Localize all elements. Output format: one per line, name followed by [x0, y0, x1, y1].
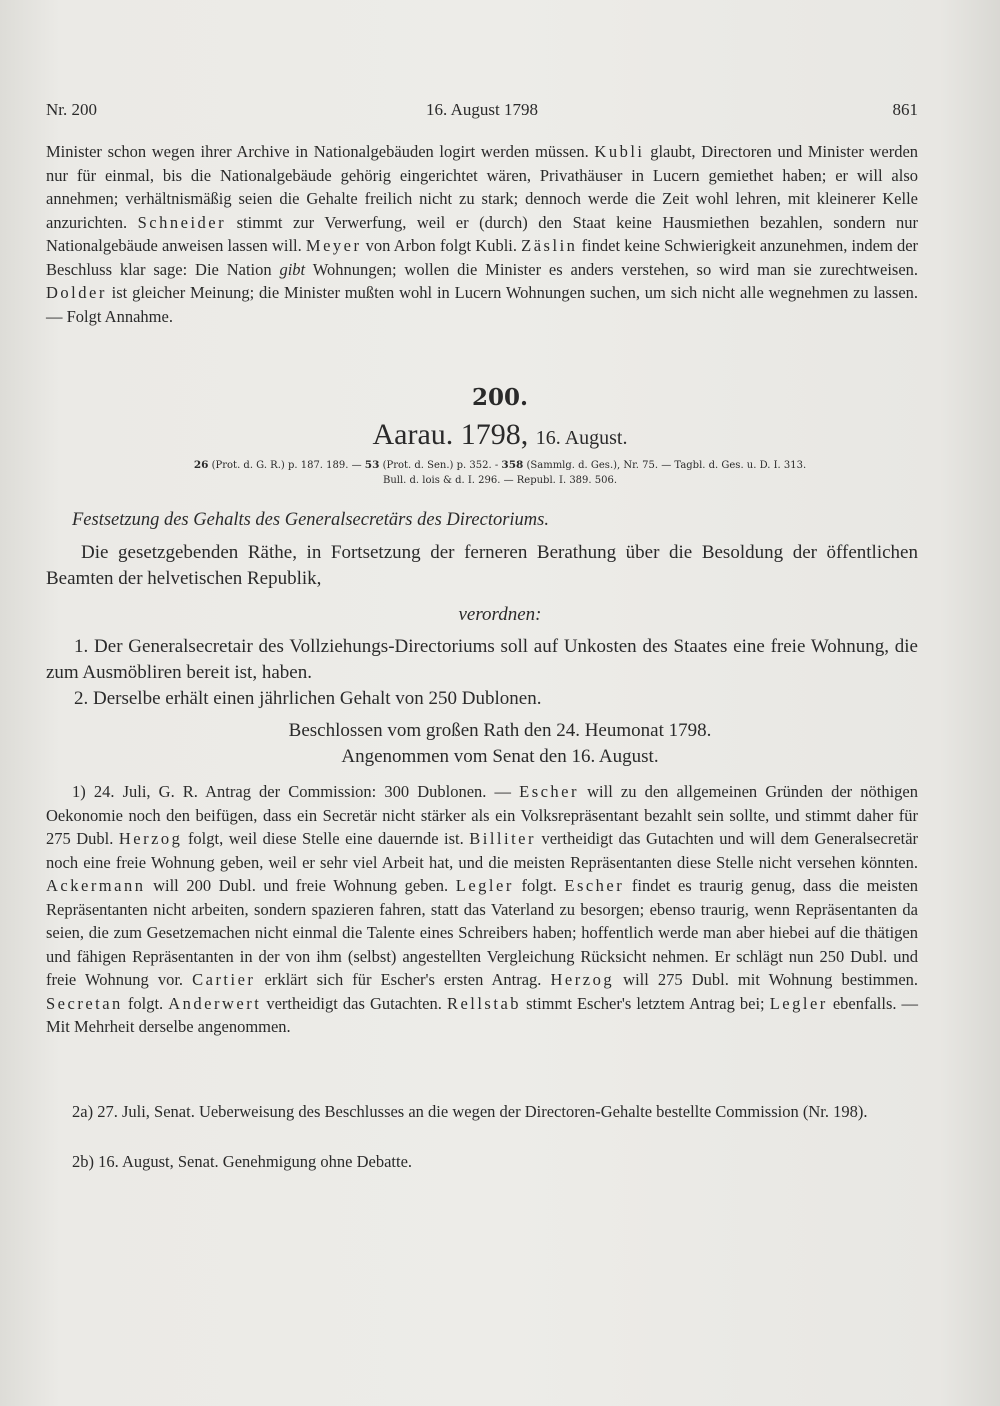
entry-number: Nr. 200	[46, 100, 97, 119]
text-run: findet es traurig genug, dass die meisten Repräsentanten nicht arbeiten, sondern spazieren fahren, statt das Vaterland zu besorgen; ebenso traurig, wenn Repräsentanten da seien, die zum Gesetzemachen nicht einmal die Talente eines Schreibers haben; hoffentlich werde man aber hiebei auf die thätigen und fähigen Repräsentanten in der von ihm (selbst) angestellten Vergleichung Rücksicht nehmen. Er schlägt nun 250 Dubl. und freie Wohnung vor.	[46, 876, 919, 989]
place: Aarau.	[372, 418, 454, 451]
source-ref-number: 358	[501, 459, 524, 471]
speaker-name: Rellstab	[446, 993, 522, 1013]
speaker-name: Legler	[455, 876, 514, 895]
speaker-name: Cartier	[192, 970, 256, 989]
text-run: ist gleicher Meinung; die Minister mußten wohl in Lucern Wohnungen suchen, um sich nicht alle wegnehmen zu lassen. — Folgt Annahme.	[46, 283, 919, 326]
text-run: erklärt sich für Escher's ersten Antrag.	[264, 970, 542, 989]
document-number: 200.	[471, 384, 529, 411]
text-run: findet keine Schwierigkeit anzunehmen, indem der Beschluss klar sage: Die Nation	[46, 236, 919, 279]
speaker-name: Herzog	[118, 829, 183, 848]
sources-line-2: Bull. d. lois & d. I. 296. — Republ. I. 389. 506.	[382, 475, 618, 486]
speaker-name: Zäslin	[521, 236, 578, 255]
text-run: stimmt Escher's letztem Antrag bei;	[526, 993, 765, 1013]
text-run: vertheidigt das Gutachten und will dem Generalsecretär noch eine freie Wohnung geben, weil er sehr viel Arbeit hat, und die meisten Repräsentanten diese Stelle nicht versehen könnten.	[46, 829, 919, 872]
text-run: Wohnungen; wollen die Minister es anders verstehen, so wird man sie zurechtweisen.	[312, 259, 919, 279]
passed-great-council: Beschlossen vom großen Rath den 24. Heumonat 1798.	[288, 720, 712, 741]
speaker-name: Billiter	[469, 829, 536, 848]
source-ref-text: (Sammlg. d. Ges.), Nr. 75. — Tagbl. d. Ges. u. D. I. 313.	[523, 460, 807, 471]
note-paragraph: 2a) 27. Juli, Senat. Ueberweisung des Beschlusses an die wegen der Directoren-Gehalte bestellte Commission (Nr. 198).	[72, 1102, 868, 1121]
source-ref-text: (Prot. d. G. R.) p. 187. 189. —	[208, 460, 365, 471]
text-run: folgt.	[521, 876, 557, 895]
text-run: will zu den allgemeinen Gründen der nöthigen Oekonomie noch den beifügen, dass ein Secretär nicht stärker als ein Volksrepräsentant bezahlt sein sollte, und stimmt daher für 275 Dubl.	[46, 782, 918, 848]
speaker-name: Kubli	[594, 142, 645, 161]
text-run: glaubt, Directoren und Minister werden nur für einmal, bis die Nationalgebäude gehörig eingerichtet wären, Privathäuser in Lucern gemiethet haben; er will also annehmen; verhältnismäßig seien die Gehalte freilich nicht zu stark; dennoch werde die Zeit wohl lehren, mit kleinerer Kelle anzurichten.	[46, 142, 919, 232]
note-paragraph: 2b) 16. August, Senat. Genehmigung ohne Debatte.	[72, 1152, 413, 1171]
article-2: 2. Derselbe erhält einen jährlichen Gehalt von 250 Dublonen.	[74, 688, 542, 709]
speaker-name: Secretan	[46, 993, 123, 1013]
text-run: folgt.	[127, 993, 164, 1013]
note-2a	[46, 1100, 918, 1124]
header-date: 16. August 1798	[426, 100, 538, 119]
speaker-name: Anderwert	[168, 993, 262, 1013]
note-paragraph	[46, 780, 918, 1039]
text-run: Minister schon wegen ihrer Archive in Nationalgebäuden logirt werden müssen.	[46, 142, 589, 161]
text-run: vertheidigt das Gutachten.	[266, 993, 442, 1013]
speaker-name: Ackermann	[46, 876, 146, 895]
source-ref-text: (Prot. d. Sen.) p. 352. -	[379, 460, 502, 471]
text-run: 1) 24. Juli, G. R. Antrag der Commission: 300 Dublonen. —	[72, 782, 511, 801]
accepted-senate: Angenommen vom Senat den 16. August.	[341, 746, 659, 767]
note-1	[46, 780, 918, 1039]
year: 1798,	[460, 418, 529, 451]
preamble: Die gesetzgebenden Räthe, in Fortsetzung der ferneren Berathung über die Besoldung der öffentlichen Beamten der helvetischen Republik,	[46, 542, 918, 589]
text-run: von Arbon folgt Kubli.	[365, 236, 517, 255]
speaker-name: Schneider	[137, 212, 227, 232]
note-2b	[46, 1150, 918, 1174]
text-run: folgt, weil diese Stelle eine dauernde ist.	[187, 829, 464, 848]
page-number: 861	[892, 100, 918, 119]
document-title: Festsetzung des Gehalts des Generalsecretärs des Directoriums.	[72, 510, 549, 530]
text-run: will 200 Dubl. und freie Wohnung geben.	[153, 876, 449, 895]
speaker-name: Escher	[564, 876, 625, 895]
text-run: stimmt zur Verwerfung, weil er (durch) den Staat keine Hausmiethen bezahlen, sondern nur Nationalgebäude anweisen lassen will.	[46, 212, 919, 255]
emphasis: gibt	[279, 259, 306, 279]
continuation-paragraph	[46, 140, 918, 328]
speaker-name: Dolder	[46, 283, 107, 302]
speaker-name: Meyer	[305, 236, 362, 255]
decree-formula: verordnen:	[458, 604, 542, 625]
running-head	[46, 100, 918, 124]
text-run: ebenfalls. — Mit Mehrheit derselbe angenommen.	[46, 993, 919, 1036]
text-run: will 275 Dubl. mit Wohnung bestimmen.	[623, 970, 919, 989]
date: 16. August.	[535, 427, 628, 449]
source-ref-number: 53	[364, 459, 380, 471]
speaker-name: Legler	[769, 993, 828, 1013]
speaker-name: Escher	[519, 782, 580, 801]
speaker-name: Herzog	[550, 970, 615, 989]
source-ref-number: 26	[193, 459, 209, 471]
document-heading	[0, 418, 1000, 452]
article-1: 1. Der Generalsecretair des Vollziehungs-Directoriums soll auf Unkosten des Staates eine freie Wohnung, die zum Ausmöbliren bereit ist, haben.	[46, 636, 918, 683]
